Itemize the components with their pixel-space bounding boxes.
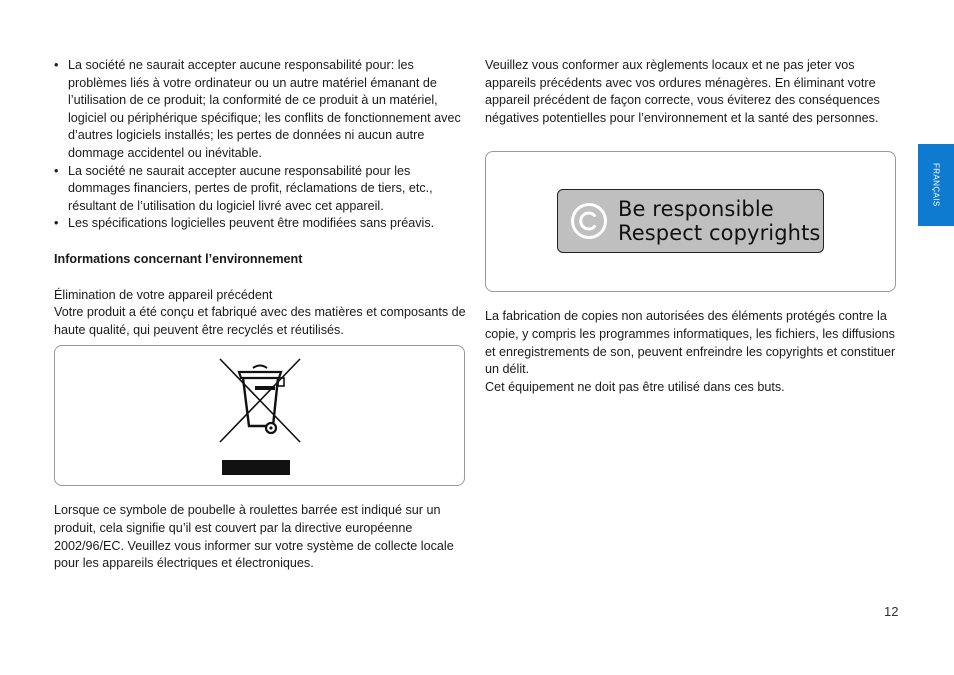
bin-caption: Lorsque ce symbole de poubelle à roulettes barrée est indiqué sur un produit, cela signifie qu’il est couvert par la directive européenne 2002/96/EC. Veuillez vous informer sur votre système de collecte locale pour les appareils électriques et électroniques. [54, 503, 454, 571]
language-tab-label: FRANÇAIS [931, 163, 941, 207]
list-item: • La société ne saurait accepter aucune responsabilité pour les dommages financiers, pertes de profit, réclamations de tiers, etc., résultant de l’utilisation du logiciel livré avec cet appareil. [54, 163, 466, 216]
left-column [54, 57, 466, 573]
page-number: 12 [884, 604, 899, 619]
list-item: • La société ne saurait accepter aucune responsabilité pour: les problèmes liés à votre ordinateur ou un autre matériel émanant de l’utilisation de ce produit; la conformité de ce produit à un matériel, logiciel ou périphérique spécifique; les conflits de fonctionnement avec d’autres logiciels installés; les pertes de données ni aucun autre dommage accidentel ou inévitable. [54, 57, 466, 163]
disposal-title: Élimination de votre appareil précédent [54, 287, 273, 302]
environment-heading: Informations concernant l’environnement [54, 251, 303, 266]
usage-note: Cet équipement ne doit pas être utilisé dans ces buts. [485, 379, 785, 394]
right-column [485, 57, 897, 396]
crossed-out-wheelie-bin-icon [215, 356, 305, 476]
disclaimer-list [54, 57, 466, 233]
language-tab [918, 144, 954, 226]
copyright-circle-icon [570, 202, 608, 240]
logo-slogan [618, 197, 820, 245]
copyright-text: La fabrication de copies non autorisées des éléments protégés contre la copie, y compris les programmes informatiques, les fichiers, les diffusions et enregistrements de son, peuvent enfreindre les copyrights et constituer un délit. [485, 309, 896, 377]
local-rules-text: Veuillez vous conformer aux règlements locaux et ne pas jeter vos appareils précédents avec vos ordures ménagères. En éliminant votre appareil précédent de façon correcte, vous éviterez des conséquences négatives potentielles pour l’environnement et la santé des personnes. [485, 58, 880, 125]
list-item: • Les spécifications logicielles peuvent être modifiées sans préavis. [54, 215, 466, 233]
logo-line-2: Respect copyrights [618, 221, 821, 246]
be-responsible-logo [557, 189, 824, 253]
bin-symbol-box [54, 345, 465, 486]
logo-line-1: Be responsible [618, 197, 774, 222]
copyright-logo-box [485, 151, 896, 292]
disposal-text: Votre produit a été conçu et fabriqué avec des matières et composants de haute qualité, qui peuvent être recyclés et réutilisés. [54, 305, 466, 337]
